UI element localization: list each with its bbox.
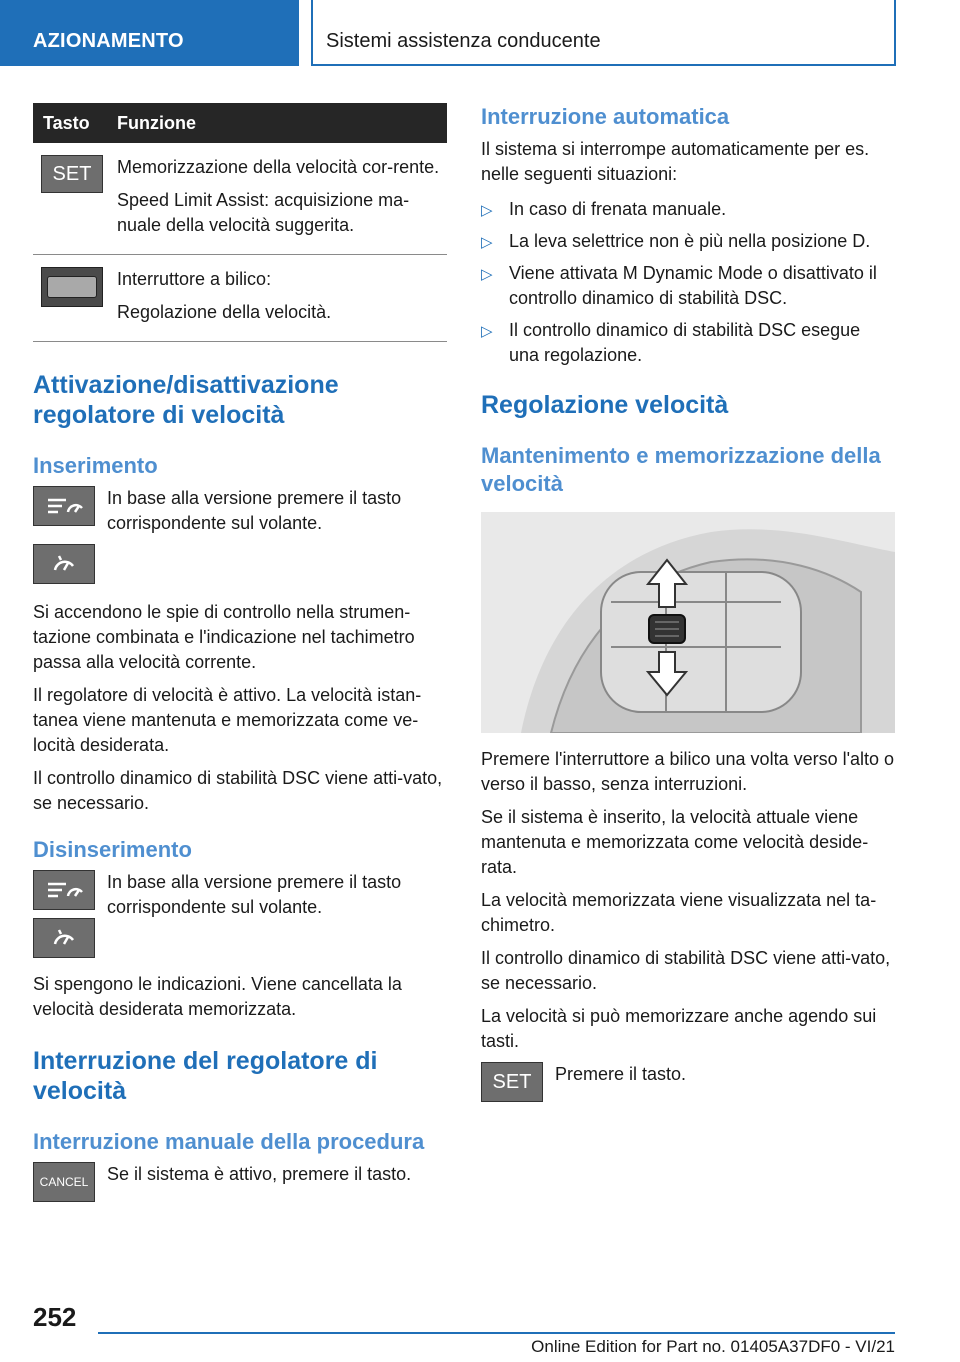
paragraph: Si spengono le indicazioni. Viene cancellata la velocità desiderata memorizzata. — [33, 974, 402, 1019]
list-item: ▷ In caso di frenata manuale. — [481, 197, 895, 222]
set-key-icon: SET — [481, 1062, 543, 1102]
list-item: ▷ Il controllo dinamico di stabilità DSC esegue una regolazione. — [481, 320, 861, 365]
rocker-switch-icon — [41, 267, 103, 307]
paragraph: Se il sistema è inserito, la velocità attuale viene mantenuta e memorizzata come velocità deside-rata. — [481, 807, 869, 877]
cruise-control-icon — [33, 870, 95, 910]
cancel-key-icon: CANCEL — [33, 1162, 95, 1202]
paragraph: Premere l'interruttore a bilico una volta verso l'alto o verso il basso, senza interruzioni. — [481, 749, 895, 794]
paragraph: Il controllo dinamico di stabilità DSC viene atti-vato, se necessario. — [33, 768, 443, 813]
on-text: In base alla versione premere il tasto corrispondente sul volante. — [107, 488, 402, 533]
list-item: ▷ La leva selettrice non è più nella posizione D. — [481, 229, 895, 254]
heading-keep: Mantenimento e memorizzazione della velocità — [481, 443, 881, 496]
speed-limiter-icon — [33, 544, 95, 584]
triangle-bullet-icon: ▷ — [481, 202, 493, 219]
heading-speed: Regolazione velocità — [481, 391, 729, 419]
off-text: In base alla versione premere il tasto corrispondente sul volante. — [107, 872, 402, 917]
header-key: Tasto — [43, 112, 90, 133]
left-column — [33, 103, 447, 1202]
set-key-icon: SET — [41, 155, 103, 193]
heading-activation: Attivazione/disattivazione regolatore di velocità — [33, 371, 339, 429]
footer-divider — [98, 1332, 895, 1334]
triangle-bullet-icon: ▷ — [481, 234, 493, 251]
row-text: Interruttore a bilico: — [117, 269, 272, 289]
row-text: Memorizzazione della velocità cor-rente. — [117, 157, 440, 177]
cancel-key-row — [33, 1162, 447, 1202]
heading-manual: Interruzione manuale della procedura — [33, 1129, 425, 1154]
triangle-bullet-icon: ▷ — [481, 323, 493, 340]
triangle-bullet-icon: ▷ — [481, 266, 493, 283]
section-tab: AZIONAMENTO — [0, 0, 299, 66]
edition-text: Online Edition for Part no. 01405A37DF0 - VI/21 — [531, 1337, 895, 1356]
function-table — [33, 103, 447, 342]
cruise-control-icon — [33, 486, 95, 526]
paragraph: Si accendono le spie di controllo nella strumen-tazione combinata e l'indicazione nel tachimetro passa alla velocità corrente. — [33, 602, 415, 672]
heading-on: Inserimento — [33, 453, 158, 478]
manual-text: Se il sistema è attivo, premere il tasto. — [107, 1164, 412, 1184]
chapter-title: Sistemi assistenza conducente — [311, 0, 896, 66]
set-text: Premere il tasto. — [555, 1064, 687, 1084]
steering-wheel-photo — [481, 512, 895, 733]
table-header — [33, 103, 447, 143]
paragraph: Il controllo dinamico di stabilità DSC viene atti-vato, se necessario. — [481, 948, 891, 993]
right-column — [481, 103, 895, 1102]
heading-interrupt: Interruzione del regolatore di velocità — [33, 1047, 378, 1105]
paragraph: Il sistema si interrompe automaticamente per es. nelle seguenti situazioni: — [481, 139, 870, 184]
page-number: 252 — [33, 1302, 77, 1332]
table-row — [33, 143, 447, 255]
row-text: Speed Limit Assist: acquisizione ma-nuale della velocità suggerita. — [117, 190, 410, 235]
off-key-row — [33, 870, 447, 958]
paragraph: Il regolatore di velocità è attivo. La velocità istan-tanea viene mantenuta e memorizzata come ve-locità desiderata. — [33, 685, 422, 755]
header-function: Funzione — [117, 112, 196, 133]
bullet-list — [481, 197, 895, 368]
heading-off: Disinserimento — [33, 837, 192, 862]
paragraph: La velocità si può memorizzare anche agendo sui tasti. — [481, 1006, 877, 1051]
heading-auto: Interruzione automatica — [481, 104, 730, 129]
list-item: ▷ Viene attivata M Dynamic Mode o disattivato il controllo dinamico di stabilità DSC. — [481, 263, 877, 308]
row-text: Regolazione della velocità. — [117, 302, 332, 322]
on-key-row — [33, 486, 447, 584]
paragraph: La velocità memorizzata viene visualizzata nel ta-chimetro. — [481, 890, 877, 935]
speed-limiter-icon — [33, 918, 95, 958]
table-row — [33, 255, 447, 342]
set-key-row — [481, 1062, 895, 1102]
